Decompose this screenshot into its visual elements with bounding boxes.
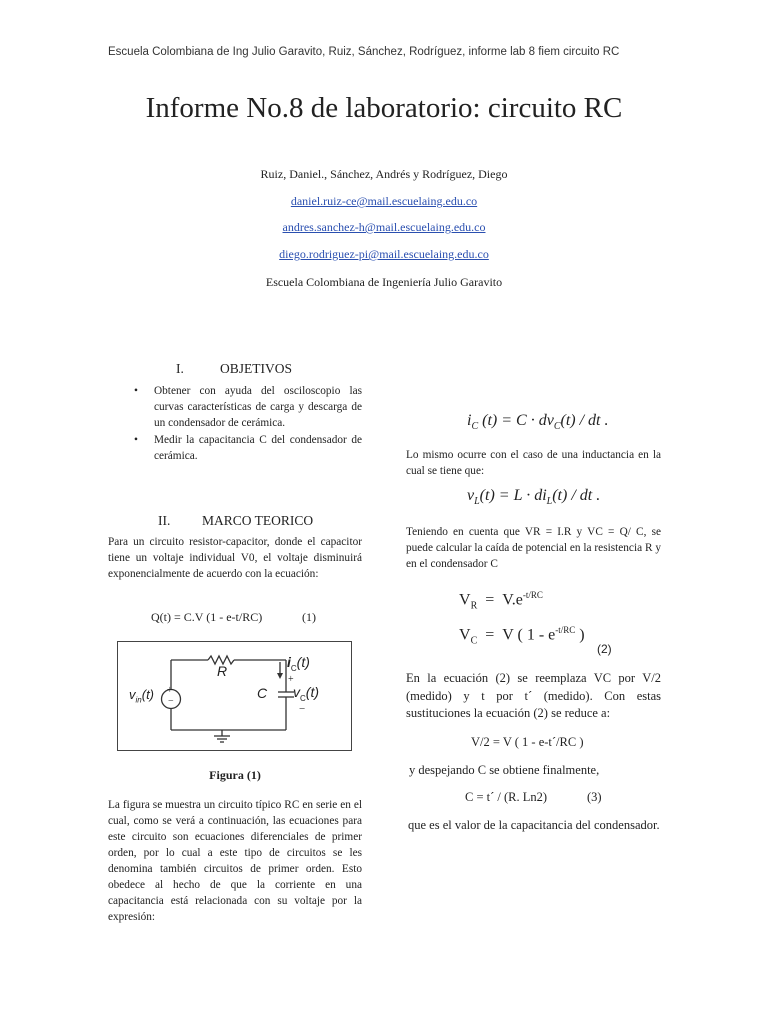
equation-vr: $V_R = V.e^{-t/RC}$ bbox=[459, 590, 543, 612]
equation-half: V/2 = V ( 1 - e-t´/RC ) bbox=[471, 735, 584, 749]
source-plus: + bbox=[167, 685, 173, 696]
equation-3: C = t´ / (R. Ln2) bbox=[465, 790, 548, 804]
paragraph-final: que es el valor de la capacitancia del condensador. bbox=[408, 818, 660, 832]
section-title: MARCO TEORICO bbox=[202, 513, 314, 528]
paragraph-inductancia: Lo mismo ocurre con el caso de una inductancia en la cual se tiene que: bbox=[406, 449, 661, 477]
bullet-icon: • bbox=[134, 385, 138, 397]
email-link-2[interactable]: andres.sanchez-h@mail.escuelaing.edu.co bbox=[282, 220, 486, 234]
cap-plus: + bbox=[288, 674, 294, 685]
cap-minus: − bbox=[299, 703, 306, 715]
email-link-3[interactable]: diego.rodriguez-pi@mail.escuelaing.edu.co bbox=[279, 247, 489, 261]
section-number: I. bbox=[176, 361, 184, 376]
equation-2-number: (2) bbox=[597, 642, 612, 656]
equation-1-number: (1) bbox=[302, 610, 316, 624]
list-item bbox=[108, 383, 362, 431]
paragraph-vr-vc: Teniendo en cuenta que VR = I.R y VC = Q/ C, se puede calcular la caída de potencial en la resistencia R y en el condensador C bbox=[406, 526, 661, 570]
source-minus: − bbox=[168, 696, 174, 707]
label-c: C bbox=[257, 685, 268, 701]
label-vc: $v_C(t)$ bbox=[293, 684, 319, 703]
section-title: OBJETIVOS bbox=[220, 361, 293, 376]
label-ic: $i_C(t)$ bbox=[287, 654, 310, 673]
circuit-figure bbox=[117, 641, 352, 751]
label-r: R bbox=[217, 663, 228, 679]
objetivos-list bbox=[108, 383, 362, 465]
equation-vc: $V_C = V$ ( $1 - e^{-t/RC}$ ) bbox=[459, 625, 585, 647]
section-heading-objetivos bbox=[176, 361, 292, 377]
figure-caption: Figura (1) bbox=[209, 768, 261, 782]
bullet-icon: • bbox=[134, 434, 138, 446]
paper-title: Informe No.8 de laboratorio: circuito RC bbox=[145, 92, 623, 124]
equation-vl: $v_L(t) = L \cdot di_L(t)$ / dt . bbox=[467, 487, 601, 508]
equation-3-number: (3) bbox=[587, 790, 602, 804]
list-item-text: Obtener con ayuda del osciloscopio las curvas características de carga y descarga de un condensador de cerámica. bbox=[154, 385, 362, 429]
paragraph-eq2: En la ecuación (2) se reemplaza VC por V/2 (medido) y t por t´ (medido). Con estas sustituciones la ecuación (2) se reduce a: bbox=[406, 671, 661, 720]
running-header: Escuela Colombiana de Ing Julio Garavito, Ruiz, Sánchez, Rodríguez, informe lab 8 fiem circuito RC bbox=[108, 46, 620, 58]
affiliation: Escuela Colombiana de Ingeniería Julio Garavito bbox=[265, 275, 503, 289]
section-number: II. bbox=[158, 513, 171, 528]
equation-ic: $i_C$ $(t) = C \cdot dv_C(t)$ / dt . bbox=[467, 412, 609, 433]
marco-paragraph-1: Para un circuito resistor-capacitor, donde el capacitor tiene un voltaje individual V0, el voltaje disminuirá exponencialmente de acuerdo con la ecuación: bbox=[108, 536, 362, 580]
email-link-1[interactable]: daniel.ruiz-ce@mail.escuelaing.edu.co bbox=[290, 194, 478, 208]
list-item-text: Medir la capacitancia C del condensador de cerámica. bbox=[154, 434, 362, 462]
equation-1: Q(t) = C.V (1 - e-t/RC) bbox=[151, 610, 263, 624]
authors: Ruiz, Daniel., Sánchez, Andrés y Rodríguez, Diego bbox=[260, 167, 508, 181]
label-vin: $v_{in}(t)$ bbox=[129, 687, 155, 705]
list-item bbox=[108, 432, 362, 464]
marco-paragraph-2: La figura se muestra un circuito típico RC en serie en el cual, como se verá a continuación, las ecuaciones para este circuito son ecuaciones diferenciales de primer orden, por lo cual a este tipo de circuitos se les denomina también circuitos de primer orden. Esto obedece al hecho de que la corriente en una capacitancia está relacionada con su voltaje por la expresión: bbox=[108, 799, 362, 923]
paragraph-despejando: y despejando C se obtiene finalmente, bbox=[409, 763, 600, 777]
section-heading-marco bbox=[158, 513, 313, 529]
